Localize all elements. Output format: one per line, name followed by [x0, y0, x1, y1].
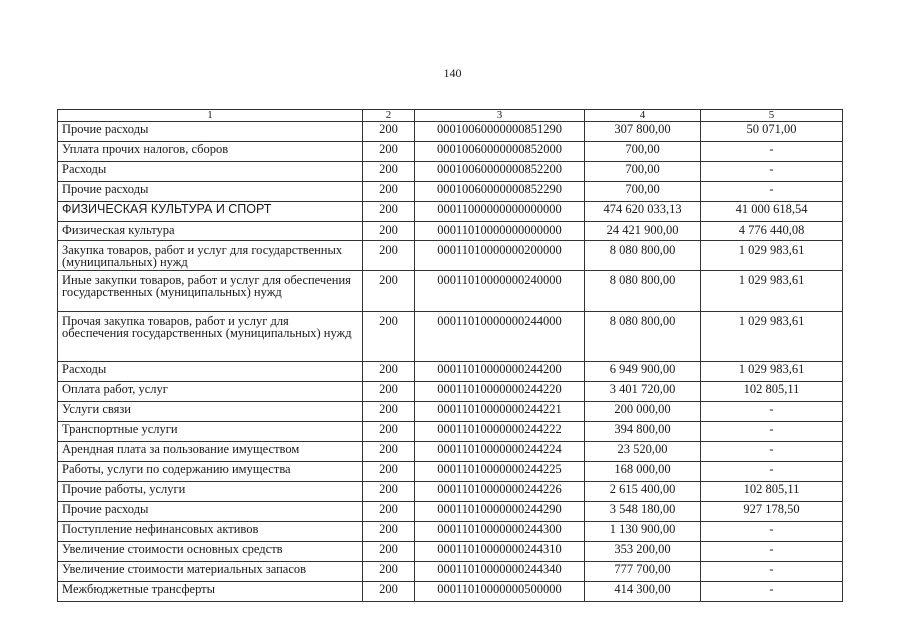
- row-name-cell: Транспортные услуги: [58, 422, 363, 442]
- table-row: [58, 362, 843, 382]
- row-approved-cell: 2 615 400,00: [585, 482, 701, 502]
- row-name-cell: Физическая культура: [58, 222, 363, 241]
- column-header: 3: [415, 110, 585, 122]
- row-line-code-cell: 200: [363, 312, 415, 362]
- row-name-cell: Иные закупки товаров, работ и услуг для обеспечения государственных (муниципальных) нужд: [58, 271, 363, 312]
- row-executed-cell: -: [701, 162, 843, 182]
- row-budget-code-cell: 00011010000000500000: [415, 582, 585, 602]
- row-line-code-cell: 200: [363, 442, 415, 462]
- row-executed-cell: 1 029 983,61: [701, 271, 843, 312]
- row-budget-code-cell: 00011010000000200000: [415, 241, 585, 271]
- row-line-code-cell: 200: [363, 162, 415, 182]
- table-row: [58, 462, 843, 482]
- row-name-cell: Услуги связи: [58, 402, 363, 422]
- table-row: [58, 312, 843, 362]
- row-name-cell: Расходы: [58, 162, 363, 182]
- row-budget-code-cell: 00011010000000244200: [415, 362, 585, 382]
- row-executed-cell: 4 776 440,08: [701, 222, 843, 241]
- row-name-cell: Оплата работ, услуг: [58, 382, 363, 402]
- table-row: [58, 422, 843, 442]
- row-line-code-cell: 200: [363, 222, 415, 241]
- row-approved-cell: 353 200,00: [585, 542, 701, 562]
- table-row: [58, 142, 843, 162]
- row-approved-cell: 200 000,00: [585, 402, 701, 422]
- row-executed-cell: -: [701, 442, 843, 462]
- row-executed-cell: 1 029 983,61: [701, 312, 843, 362]
- row-line-code-cell: 200: [363, 271, 415, 312]
- row-name-cell: Арендная плата за пользование имуществом: [58, 442, 363, 462]
- row-name-cell: Увеличение стоимости основных средств: [58, 542, 363, 562]
- column-header: 1: [58, 110, 363, 122]
- table-row: [58, 162, 843, 182]
- row-approved-cell: 6 949 900,00: [585, 362, 701, 382]
- row-name-cell: Поступление нефинансовых активов: [58, 522, 363, 542]
- row-line-code-cell: 200: [363, 542, 415, 562]
- row-executed-cell: 1 029 983,61: [701, 241, 843, 271]
- row-budget-code-cell: 00011010000000244226: [415, 482, 585, 502]
- row-executed-cell: 1 029 983,61: [701, 362, 843, 382]
- row-line-code-cell: 200: [363, 382, 415, 402]
- row-executed-cell: -: [701, 522, 843, 542]
- table-body: [58, 122, 843, 602]
- table-header-row: [58, 110, 843, 122]
- row-approved-cell: 777 700,00: [585, 562, 701, 582]
- row-budget-code-cell: 00011010000000244310: [415, 542, 585, 562]
- row-budget-code-cell: 00010060000000852000: [415, 142, 585, 162]
- column-header: 5: [701, 110, 843, 122]
- row-approved-cell: 3 548 180,00: [585, 502, 701, 522]
- row-budget-code-cell: 00011010000000000000: [415, 222, 585, 241]
- row-approved-cell: 307 800,00: [585, 122, 701, 142]
- row-executed-cell: -: [701, 542, 843, 562]
- row-budget-code-cell: 00011010000000244300: [415, 522, 585, 542]
- row-budget-code-cell: 00011010000000240000: [415, 271, 585, 312]
- row-budget-code-cell: 00010060000000851290: [415, 122, 585, 142]
- row-approved-cell: 23 520,00: [585, 442, 701, 462]
- column-header: 2: [363, 110, 415, 122]
- row-approved-cell: 414 300,00: [585, 582, 701, 602]
- row-line-code-cell: 200: [363, 422, 415, 442]
- row-executed-cell: 102 805,11: [701, 382, 843, 402]
- row-executed-cell: -: [701, 182, 843, 202]
- row-line-code-cell: 200: [363, 142, 415, 162]
- row-line-code-cell: 200: [363, 482, 415, 502]
- row-executed-cell: -: [701, 562, 843, 582]
- row-budget-code-cell: 00011010000000244220: [415, 382, 585, 402]
- row-budget-code-cell: 00011010000000244224: [415, 442, 585, 462]
- row-name-cell: Прочие работы, услуги: [58, 482, 363, 502]
- row-budget-code-cell: 00011010000000244221: [415, 402, 585, 422]
- table-row: [58, 502, 843, 522]
- row-approved-cell: 3 401 720,00: [585, 382, 701, 402]
- row-name-cell: Работы, услуги по содержанию имущества: [58, 462, 363, 482]
- page-number: 140: [443, 66, 462, 80]
- row-line-code-cell: 200: [363, 182, 415, 202]
- row-executed-cell: -: [701, 462, 843, 482]
- row-name-cell: Прочие расходы: [58, 122, 363, 142]
- row-budget-code-cell: 00011010000000244000: [415, 312, 585, 362]
- row-executed-cell: -: [701, 402, 843, 422]
- row-line-code-cell: 200: [363, 362, 415, 382]
- table-row: [58, 222, 843, 241]
- row-line-code-cell: 200: [363, 462, 415, 482]
- row-approved-cell: 700,00: [585, 142, 701, 162]
- row-approved-cell: 1 130 900,00: [585, 522, 701, 542]
- table-row: [58, 382, 843, 402]
- table-row: [58, 122, 843, 142]
- row-budget-code-cell: 00010060000000852290: [415, 182, 585, 202]
- row-budget-code-cell: 00010060000000852200: [415, 162, 585, 182]
- budget-table: [57, 109, 843, 602]
- row-name-cell: ФИЗИЧЕСКАЯ КУЛЬТУРА И СПОРТ: [58, 202, 363, 222]
- table-row: [58, 442, 843, 462]
- table-row: [58, 182, 843, 202]
- row-line-code-cell: 200: [363, 241, 415, 271]
- row-name-cell: Уплата прочих налогов, сборов: [58, 142, 363, 162]
- row-name-cell: Прочие расходы: [58, 502, 363, 522]
- row-approved-cell: 700,00: [585, 162, 701, 182]
- row-name-cell: Прочая закупка товаров, работ и услуг для обеспечения государственных (муниципальных) нужд: [58, 312, 363, 362]
- column-header: 4: [585, 110, 701, 122]
- table-row: [58, 271, 843, 312]
- row-approved-cell: 8 080 800,00: [585, 312, 701, 362]
- row-line-code-cell: 200: [363, 562, 415, 582]
- table-row: [58, 582, 843, 602]
- row-line-code-cell: 200: [363, 122, 415, 142]
- row-name-cell: Прочие расходы: [58, 182, 363, 202]
- table-row: [58, 202, 843, 222]
- row-budget-code-cell: 00011010000000244290: [415, 502, 585, 522]
- row-executed-cell: 50 071,00: [701, 122, 843, 142]
- row-budget-code-cell: 00011000000000000000: [415, 202, 585, 222]
- row-budget-code-cell: 00011010000000244340: [415, 562, 585, 582]
- row-name-cell: Закупка товаров, работ и услуг для государственных (муниципальных) нужд: [58, 241, 363, 271]
- row-executed-cell: 102 805,11: [701, 482, 843, 502]
- row-executed-cell: 41 000 618,54: [701, 202, 843, 222]
- table-row: [58, 482, 843, 502]
- row-name-cell: Расходы: [58, 362, 363, 382]
- row-approved-cell: 474 620 033,13: [585, 202, 701, 222]
- row-executed-cell: -: [701, 422, 843, 442]
- row-name-cell: Межбюджетные трансферты: [58, 582, 363, 602]
- row-approved-cell: 8 080 800,00: [585, 241, 701, 271]
- row-budget-code-cell: 00011010000000244222: [415, 422, 585, 442]
- row-executed-cell: -: [701, 582, 843, 602]
- table-row: [58, 522, 843, 542]
- row-line-code-cell: 200: [363, 402, 415, 422]
- table-row: [58, 402, 843, 422]
- row-approved-cell: 168 000,00: [585, 462, 701, 482]
- row-budget-code-cell: 00011010000000244225: [415, 462, 585, 482]
- row-executed-cell: -: [701, 142, 843, 162]
- row-line-code-cell: 200: [363, 522, 415, 542]
- row-approved-cell: 394 800,00: [585, 422, 701, 442]
- row-line-code-cell: 200: [363, 582, 415, 602]
- table-row: [58, 562, 843, 582]
- row-approved-cell: 8 080 800,00: [585, 271, 701, 312]
- row-name-cell: Увеличение стоимости материальных запасов: [58, 562, 363, 582]
- row-approved-cell: 24 421 900,00: [585, 222, 701, 241]
- row-line-code-cell: 200: [363, 502, 415, 522]
- table-row: [58, 542, 843, 562]
- row-approved-cell: 700,00: [585, 182, 701, 202]
- row-line-code-cell: 200: [363, 202, 415, 222]
- table-row: [58, 241, 843, 271]
- row-executed-cell: 927 178,50: [701, 502, 843, 522]
